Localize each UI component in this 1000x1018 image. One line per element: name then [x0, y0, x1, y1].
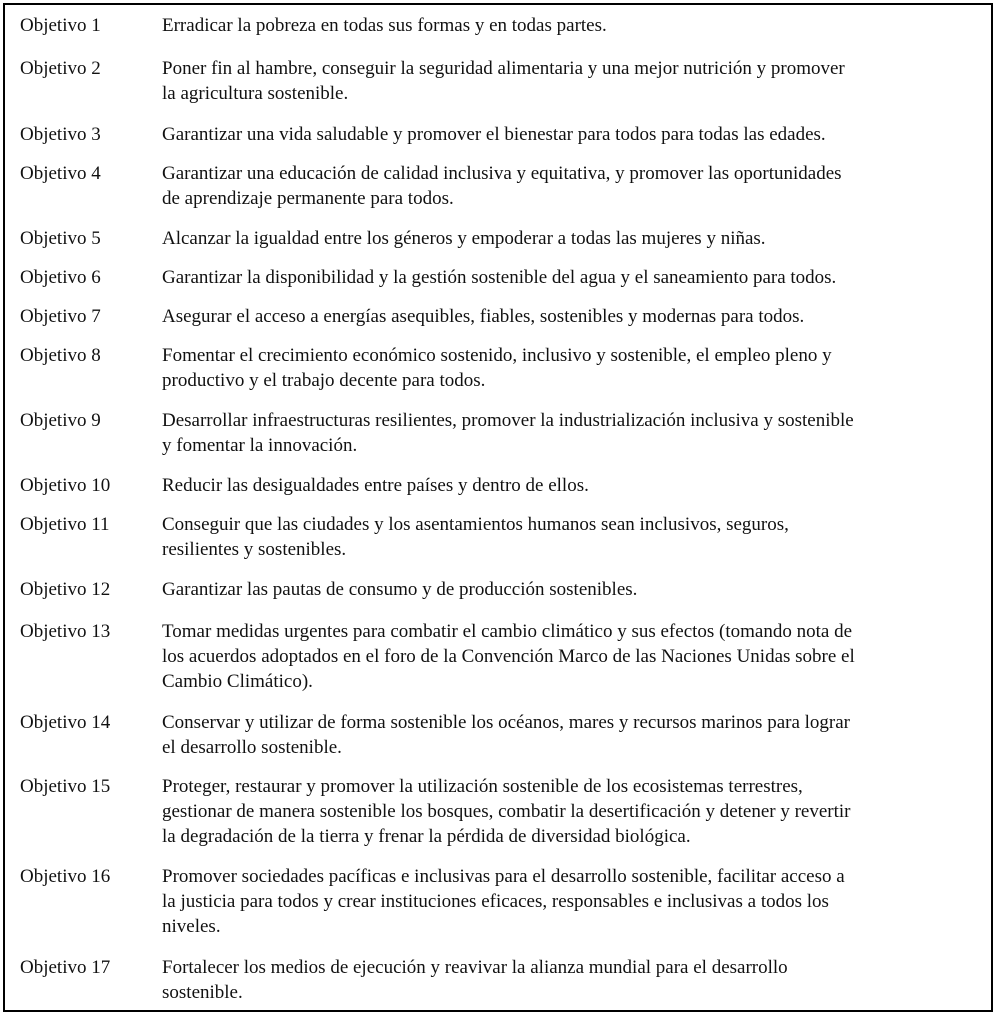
objective-text-line: productivo y el trabajo decente para todos. — [162, 370, 486, 391]
objective-text-line: Cambio Climático). — [162, 671, 313, 692]
objective-label: Objetivo 6 — [20, 267, 101, 288]
objective-text — [162, 13, 984, 38]
objective-text — [162, 265, 984, 290]
objective-text-line: gestionar de manera sostenible los bosques, combatir la desertificación y detener y revertir — [162, 801, 851, 822]
objective-label: Objetivo 4 — [20, 163, 101, 184]
objective-text — [162, 473, 984, 498]
objective-text-line: Conseguir que las ciudades y los asentamientos humanos sean inclusivos, seguros, — [162, 514, 789, 535]
objective-text-line: los acuerdos adoptados en el foro de la Convención Marco de las Naciones Unidas sobre el — [162, 646, 855, 667]
objective-label: Objetivo 1 — [20, 15, 101, 36]
objective-text-line: resilientes y sostenibles. — [162, 539, 347, 560]
objective-label: Objetivo 2 — [20, 58, 101, 79]
objective-label: Objetivo 14 — [20, 712, 111, 733]
objective-text-line: Poner fin al hambre, conseguir la seguridad alimentaria y una mejor nutrición y promover — [162, 58, 845, 79]
objective-text-line: Garantizar una vida saludable y promover el bienestar para todos para todas las edades. — [162, 124, 826, 145]
objective-label: Objetivo 12 — [20, 579, 111, 600]
objective-text — [162, 304, 984, 329]
objective-label: Objetivo 16 — [20, 866, 111, 887]
objective-text-line: Tomar medidas urgentes para combatir el cambio climático y sus efectos (tomando nota de — [162, 621, 853, 642]
objective-text-line: el desarrollo sostenible. — [162, 737, 342, 758]
objective-text-line: la justicia para todos y crear instituciones eficaces, responsables e inclusivas a todos los — [162, 891, 829, 912]
objective-text-line: Garantizar una educación de calidad inclusiva y equitativa, y promover las oportunidades — [162, 163, 842, 184]
objective-text-line: Garantizar las pautas de consumo y de producción sostenibles. — [162, 579, 638, 600]
objective-text — [162, 56, 984, 106]
objective-text — [162, 161, 984, 211]
objective-text-line: Fortalecer los medios de ejecución y reavivar la alianza mundial para el desarrollo — [162, 957, 788, 978]
objective-text — [162, 343, 984, 393]
objective-text-line: sostenible. — [162, 982, 243, 1003]
objective-text-line: Reducir las desigualdades entre países y dentro de ellos. — [162, 475, 589, 496]
objective-text-line: niveles. — [162, 916, 221, 937]
objective-text — [162, 122, 984, 147]
objective-text-line: Asegurar el acceso a energías asequibles, fiables, sostenibles y modernas para todos. — [162, 306, 805, 327]
objective-label: Objetivo 5 — [20, 228, 101, 249]
objective-text — [162, 955, 984, 1005]
objective-label: Objetivo 8 — [20, 345, 101, 366]
objective-text-line: la agricultura sostenible. — [162, 83, 349, 104]
objective-text-line: Alcanzar la igualdad entre los géneros y empoderar a todas las mujeres y niñas. — [162, 228, 766, 249]
objective-text-line: y fomentar la innovación. — [162, 435, 358, 456]
objective-text — [162, 864, 984, 939]
objective-label: Objetivo 3 — [20, 124, 101, 145]
objective-text-line: Fomentar el crecimiento económico sostenido, inclusivo y sostenible, el empleo pleno y — [162, 345, 832, 366]
objective-text — [162, 577, 984, 602]
objective-text — [162, 619, 984, 694]
objective-text — [162, 710, 984, 760]
objective-text-line: Desarrollar infraestructuras resilientes, promover la industrialización inclusiva y sostenible — [162, 410, 854, 431]
objective-text-line: de aprendizaje permanente para todos. — [162, 188, 454, 209]
objective-label: Objetivo 13 — [20, 621, 111, 642]
objective-text — [162, 226, 984, 251]
objective-text-line: Erradicar la pobreza en todas sus formas y en todas partes. — [162, 15, 607, 36]
objectives-table — [3, 3, 993, 1012]
objective-label: Objetivo 11 — [20, 514, 110, 535]
objective-label: Objetivo 7 — [20, 306, 101, 327]
objective-text-line: Garantizar la disponibilidad y la gestión sostenible del agua y el saneamiento para todos. — [162, 267, 837, 288]
objective-text-line: Conservar y utilizar de forma sostenible los océanos, mares y recursos marinos para lograr — [162, 712, 850, 733]
objective-label: Objetivo 15 — [20, 776, 111, 797]
objective-text — [162, 512, 984, 562]
objective-text-line: la degradación de la tierra y frenar la pérdida de diversidad biológica. — [162, 826, 691, 847]
objective-label: Objetivo 17 — [20, 957, 111, 978]
objective-text-line: Proteger, restaurar y promover la utilización sostenible de los ecosistemas terrestres, — [162, 776, 803, 797]
objective-text — [162, 408, 984, 458]
objective-text-line: Promover sociedades pacíficas e inclusivas para el desarrollo sostenible, facilitar acceso a — [162, 866, 845, 887]
objective-label: Objetivo 9 — [20, 410, 101, 431]
objective-text — [162, 774, 984, 849]
objective-label: Objetivo 10 — [20, 475, 111, 496]
